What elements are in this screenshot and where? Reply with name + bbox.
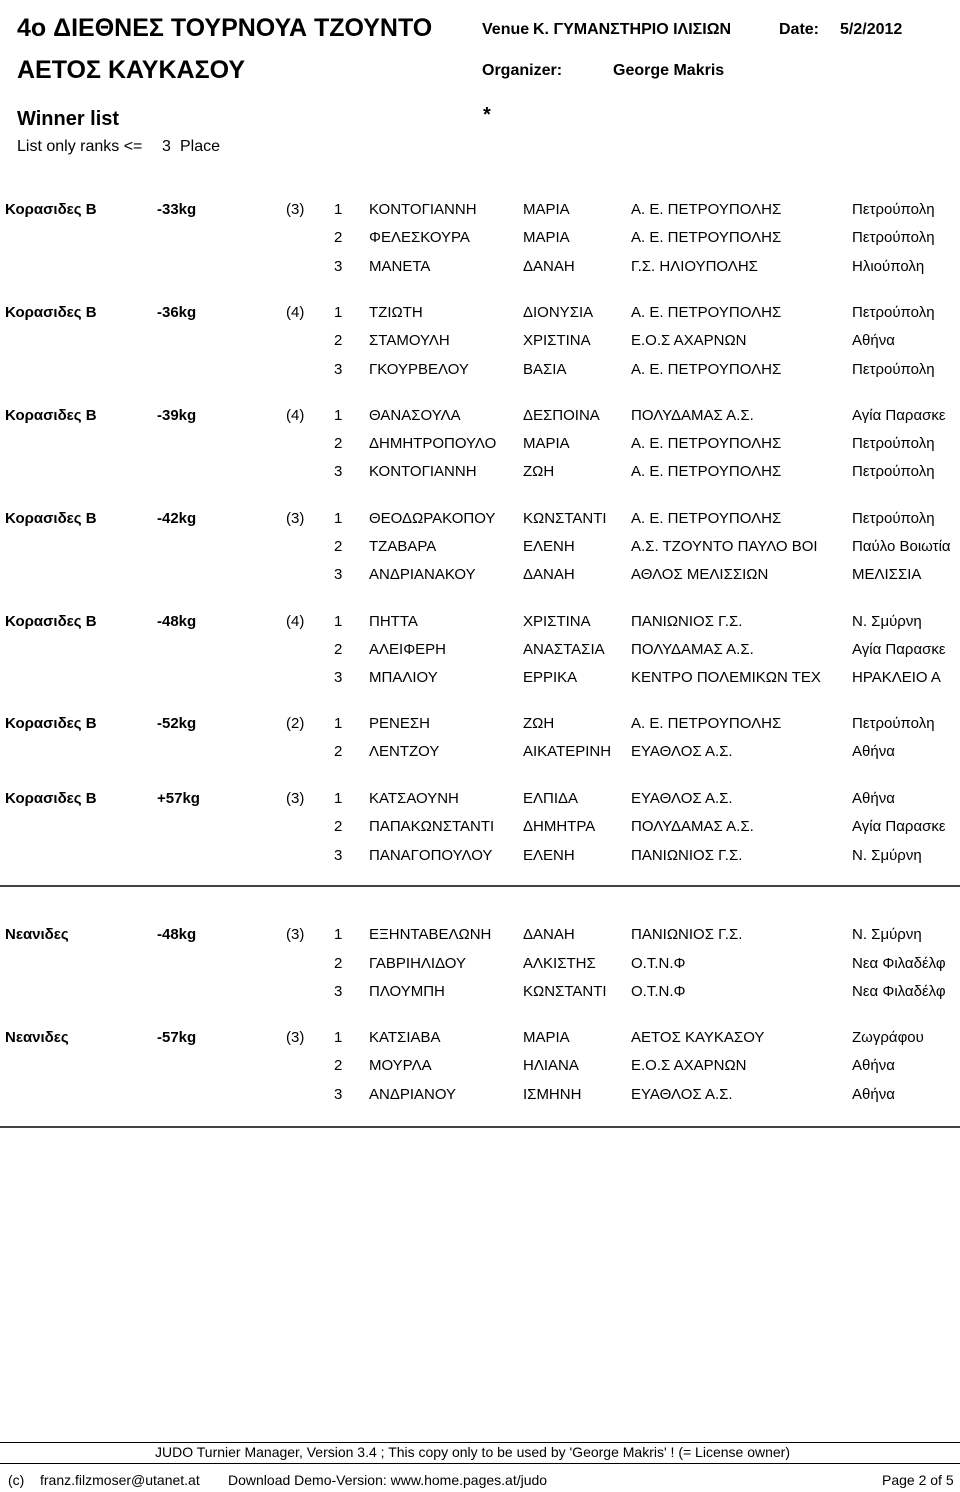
club-cell: Α. Ε. ΠΕΤΡΟΥΠΟΛΗΣ — [631, 361, 782, 378]
club-cell: Ε.Ο.Σ ΑΧΑΡΝΩΝ — [631, 1057, 747, 1074]
rank-cell: 2 — [334, 229, 343, 246]
organizer-value: George Makris — [613, 62, 725, 79]
table-row — [0, 463, 960, 491]
city-cell: Παύλο Βοιωτία — [852, 538, 951, 555]
page-number: Page 2 of 5 — [882, 1472, 954, 1488]
first-name-cell: ΕΛΕΝΗ — [523, 847, 575, 864]
city-cell: Πετρούπολη — [852, 435, 935, 452]
rank-cell: 1 — [334, 304, 343, 321]
category-cell: Κορασιδες Β — [5, 201, 97, 218]
club-cell: Α. Ε. ΠΕΤΡΟΥΠΟΛΗΣ — [631, 510, 782, 527]
club-cell: Ε.Ο.Σ ΑΧΑΡΝΩΝ — [631, 332, 747, 349]
city-cell: Αθήνα — [852, 743, 895, 760]
club-cell: ΠΟΛΥΔΑΜΑΣ Α.Σ. — [631, 641, 754, 658]
participant-count-cell: (3) — [286, 926, 305, 943]
first-name-cell: ΖΩΗ — [523, 463, 555, 480]
first-name-cell: ΔΑΝΑΗ — [523, 926, 575, 943]
category-cell: Κορασιδες Β — [5, 407, 97, 424]
last-name-cell: ΑΝΔΡΙΑΝΑΚΟΥ — [369, 566, 476, 583]
copyright-mark: (c) — [8, 1472, 25, 1488]
rank-cell: 3 — [334, 361, 343, 378]
rank-cell: 3 — [334, 566, 343, 583]
city-cell: ΜΕΛΙΣΣΙΑ — [852, 566, 922, 583]
first-name-cell: ΚΩΝΣΤΑΝΤΙ — [523, 983, 607, 1000]
rank-cell: 1 — [334, 926, 343, 943]
table-row — [0, 847, 960, 875]
last-name-cell: ΡΕΝΕΣΗ — [369, 715, 430, 732]
table-row — [0, 743, 960, 771]
rank-cell: 1 — [334, 201, 343, 218]
club-cell: ΠΟΛΥΔΑΜΑΣ Α.Σ. — [631, 407, 754, 424]
download-link[interactable]: Download Demo-Version: www.home.pages.at/judo — [228, 1472, 548, 1488]
club-cell: Ο.Τ.Ν.Φ — [631, 983, 686, 1000]
author-email: franz.filzmoser@utanet.at — [40, 1472, 200, 1488]
first-name-cell: ΗΛΙΑΝΑ — [523, 1057, 579, 1074]
first-name-cell: ΧΡΙΣΤΙΝΑ — [523, 332, 591, 349]
weight-cell: -36kg — [157, 304, 197, 321]
first-name-cell: ΑΛΚΙΣΤΗΣ — [523, 955, 596, 972]
first-name-cell: ΒΑΣΙΑ — [523, 361, 567, 378]
city-cell: Αθήνα — [852, 1086, 895, 1103]
table-row — [0, 926, 960, 954]
club-cell: Α. Ε. ΠΕΤΡΟΥΠΟΛΗΣ — [631, 304, 782, 321]
participant-count-cell: (4) — [286, 304, 305, 321]
city-cell: Ν. Σμύρνη — [852, 847, 922, 864]
city-cell: Νεα Φιλαδέλφ — [852, 955, 946, 972]
rank-cell: 3 — [334, 847, 343, 864]
participant-count-cell: (3) — [286, 790, 305, 807]
first-name-cell: ΖΩΗ — [523, 715, 555, 732]
category-cell: Κορασιδες Β — [5, 304, 97, 321]
last-name-cell: ΚΑΤΣΑΟΥΝΗ — [369, 790, 459, 807]
rank-cell: 2 — [334, 1057, 343, 1074]
participant-count-cell: (3) — [286, 1029, 305, 1046]
club-cell: ΠΑΝΙΩΝΙΟΣ Γ.Σ. — [631, 926, 743, 943]
first-name-cell: ΜΑΡΙΑ — [523, 435, 570, 452]
city-cell: Αθήνα — [852, 1057, 895, 1074]
city-cell: Αθήνα — [852, 790, 895, 807]
rank-cell: 1 — [334, 613, 343, 630]
city-cell: Πετρούπολη — [852, 229, 935, 246]
rank-cell: 2 — [334, 818, 343, 835]
table-row — [0, 229, 960, 257]
club-cell: Γ.Σ. ΗΛΙΟΥΠΟΛΗΣ — [631, 258, 758, 275]
footer-rule — [0, 1463, 960, 1464]
city-cell: Αθήνα — [852, 332, 895, 349]
section-divider — [0, 1126, 960, 1128]
club-cell: ΕΥΑΘΛΟΣ Α.Σ. — [631, 1086, 733, 1103]
category-cell: Νεανιδες — [5, 926, 69, 943]
first-name-cell: ΜΑΡΙΑ — [523, 201, 570, 218]
club-cell: ΠΟΛΥΔΑΜΑΣ Α.Σ. — [631, 818, 754, 835]
city-cell: Ηλιούπολη — [852, 258, 925, 275]
city-cell: ΗΡΑΚΛΕΙΟ Α — [852, 669, 941, 686]
club-cell: ΑΕΤΟΣ ΚΑΥΚΑΣΟΥ — [631, 1029, 765, 1046]
club-cell: ΕΥΑΘΛΟΣ Α.Σ. — [631, 743, 733, 760]
rank-cell: 3 — [334, 669, 343, 686]
rank-cell: 3 — [334, 1086, 343, 1103]
last-name-cell: ΚΑΤΣΙΑΒΑ — [369, 1029, 441, 1046]
last-name-cell: ΘΑΝΑΣΟΥΛΑ — [369, 407, 461, 424]
table-row — [0, 955, 960, 983]
club-cell: ΠΑΝΙΩΝΙΟΣ Γ.Σ. — [631, 847, 743, 864]
rank-cell: 3 — [334, 463, 343, 480]
club-cell: ΚΕΝΤΡΟ ΠΟΛΕΜΙΚΩΝ ΤΕΧ — [631, 669, 821, 686]
last-name-cell: ΔΗΜΗΤΡΟΠΟΥΛΟ — [369, 435, 497, 452]
rank-cell: 1 — [334, 715, 343, 732]
club-cell: ΑΘΛΟΣ ΜΕΛΙΣΣΙΩΝ — [631, 566, 769, 583]
table-row — [0, 818, 960, 846]
first-name-cell: ΑΙΚΑΤΕΡΙΝΗ — [523, 743, 612, 760]
table-row — [0, 983, 960, 1011]
first-name-cell: ΕΛΕΝΗ — [523, 538, 575, 555]
last-name-cell: ΓΑΒΡΙΗΛΙΔΟΥ — [369, 955, 466, 972]
category-cell: Κορασιδες Β — [5, 715, 97, 732]
table-row — [0, 304, 960, 332]
city-cell: Πετρούπολη — [852, 201, 935, 218]
city-cell: Ν. Σμύρνη — [852, 926, 922, 943]
participant-count-cell: (2) — [286, 715, 305, 732]
first-name-cell: ΔΑΝΑΗ — [523, 258, 575, 275]
license-line: JUDO Turnier Manager, Version 3.4 ; This copy only to be used by 'George Makris' ! (= License owner) — [155, 1444, 790, 1460]
last-name-cell: ΠΑΝΑΓΟΠΟΥΛΟΥ — [369, 847, 493, 864]
participant-count-cell: (4) — [286, 407, 305, 424]
table-row — [0, 641, 960, 669]
rank-cell: 2 — [334, 641, 343, 658]
last-name-cell: ΠΑΠΑΚΩΝΣΤΑΝΤΙ — [369, 818, 495, 835]
last-name-cell: ΜΟΥΡΛΑ — [369, 1057, 432, 1074]
ranks-value: 3 — [162, 138, 171, 155]
club-cell: Α. Ε. ΠΕΤΡΟΥΠΟΛΗΣ — [631, 201, 782, 218]
category-cell: Κορασιδες Β — [5, 790, 97, 807]
first-name-cell: ΚΩΝΣΤΑΝΤΙ — [523, 510, 607, 527]
first-name-cell: ΔΕΣΠΟΙΝΑ — [523, 407, 600, 424]
rank-cell: 1 — [334, 407, 343, 424]
weight-cell: -33kg — [157, 201, 197, 218]
weight-cell: +57kg — [157, 790, 200, 807]
rank-cell: 1 — [334, 1029, 343, 1046]
participant-count-cell: (3) — [286, 201, 305, 218]
first-name-cell: ΜΑΡΙΑ — [523, 229, 570, 246]
city-cell: Ν. Σμύρνη — [852, 613, 922, 630]
category-cell: Νεανιδες — [5, 1029, 69, 1046]
city-cell: Πετρούπολη — [852, 463, 935, 480]
table-row — [0, 790, 960, 818]
tournament-title-line1: 4o ΔΙΕΘΝΕΣ ΤΟΥΡΝΟΥΑ ΤΖΟΥΝΤΟ — [17, 14, 433, 42]
last-name-cell: ΤΖΑΒΑΡΑ — [369, 538, 437, 555]
table-row — [0, 332, 960, 360]
city-cell: Νεα Φιλαδέλφ — [852, 983, 946, 1000]
rank-cell: 2 — [334, 538, 343, 555]
date-value: 5/2/2012 — [840, 21, 903, 38]
table-row — [0, 201, 960, 229]
last-name-cell: ΚΟΝΤΟΓΙΑΝΝΗ — [369, 201, 477, 218]
table-row — [0, 566, 960, 594]
category-cell: Κορασιδες Β — [5, 510, 97, 527]
last-name-cell: ΑΛΕΙΦΕΡΗ — [369, 641, 447, 658]
city-cell: Ζωγράφου — [852, 1029, 924, 1046]
section-divider — [0, 885, 960, 887]
club-cell: ΠΑΝΙΩΝΙΟΣ Γ.Σ. — [631, 613, 743, 630]
table-row — [0, 1086, 960, 1114]
last-name-cell: ΣΤΑΜΟΥΛΗ — [369, 332, 450, 349]
weight-cell: -57kg — [157, 1029, 197, 1046]
first-name-cell: ΑΝΑΣΤΑΣΙΑ — [523, 641, 605, 658]
rank-cell: 2 — [334, 332, 343, 349]
table-row — [0, 613, 960, 641]
first-name-cell: ΕΡΡΙΚΑ — [523, 669, 578, 686]
first-name-cell: ΜΑΡΙΑ — [523, 1029, 570, 1046]
asterisk-mark: * — [483, 104, 491, 126]
club-cell: Ο.Τ.Ν.Φ — [631, 955, 686, 972]
last-name-cell: ΑΝΔΡΙΑΝΟΥ — [369, 1086, 457, 1103]
rank-cell: 2 — [334, 955, 343, 972]
last-name-cell: ΚΟΝΤΟΓΙΑΝΝΗ — [369, 463, 477, 480]
club-cell: Α.Σ. ΤΖΟΥΝΤΟ ΠΑΥΛΟ ΒΟΙ — [631, 538, 818, 555]
last-name-cell: ΦΕΛΕΣΚΟΥΡΑ — [369, 229, 470, 246]
club-cell: Α. Ε. ΠΕΤΡΟΥΠΟΛΗΣ — [631, 435, 782, 452]
table-row — [0, 361, 960, 389]
ranks-label: List only ranks <= — [17, 138, 143, 155]
table-row — [0, 258, 960, 286]
participant-count-cell: (3) — [286, 510, 305, 527]
first-name-cell: ΔΗΜΗΤΡΑ — [523, 818, 596, 835]
last-name-cell: ΛΕΝΤΖΟΥ — [369, 743, 440, 760]
city-cell: Αγία Παρασκε — [852, 407, 946, 424]
club-cell: Α. Ε. ΠΕΤΡΟΥΠΟΛΗΣ — [631, 229, 782, 246]
last-name-cell: ΕΞΗΝΤΑΒΕΛΩΝΗ — [369, 926, 492, 943]
first-name-cell: ΕΛΠΙΔΑ — [523, 790, 579, 807]
table-row — [0, 435, 960, 463]
first-name-cell: ΙΣΜΗΝΗ — [523, 1086, 582, 1103]
last-name-cell: ΜΑΝΕΤΑ — [369, 258, 431, 275]
last-name-cell: ΠΛΟΥΜΠΗ — [369, 983, 445, 1000]
city-cell: Πετρούπολη — [852, 510, 935, 527]
table-row — [0, 1057, 960, 1085]
last-name-cell: ΓΚΟΥΡΒΕΛΟΥ — [369, 361, 469, 378]
first-name-cell: ΧΡΙΣΤΙΝΑ — [523, 613, 591, 630]
last-name-cell: ΠΗΤΤΑ — [369, 613, 418, 630]
table-row — [0, 715, 960, 743]
table-row — [0, 407, 960, 435]
weight-cell: -39kg — [157, 407, 197, 424]
club-cell: Α. Ε. ΠΕΤΡΟΥΠΟΛΗΣ — [631, 463, 782, 480]
last-name-cell: ΘΕΟΔΩΡΑΚΟΠΟΥ — [369, 510, 496, 527]
city-cell: Πετρούπολη — [852, 361, 935, 378]
table-row — [0, 510, 960, 538]
rank-cell: 3 — [334, 983, 343, 1000]
table-row — [0, 538, 960, 566]
date-label: Date: — [779, 21, 820, 38]
weight-cell: -52kg — [157, 715, 197, 732]
rank-cell: 1 — [334, 510, 343, 527]
tournament-title-line2: ΑΕΤΟΣ ΚΑΥΚΑΣΟΥ — [17, 56, 245, 84]
category-cell: Κορασιδες Β — [5, 613, 97, 630]
rank-cell: 2 — [334, 743, 343, 760]
city-cell: Πετρούπολη — [852, 715, 935, 732]
rank-cell: 3 — [334, 258, 343, 275]
table-row — [0, 669, 960, 697]
footer-rule — [0, 1442, 960, 1443]
table-row — [0, 1029, 960, 1057]
last-name-cell: ΤΖΙΩΤΗ — [369, 304, 423, 321]
city-cell: Αγία Παρασκε — [852, 641, 946, 658]
weight-cell: -48kg — [157, 613, 197, 630]
venue-label: Venue — [482, 21, 530, 38]
winner-list-title: Winner list — [17, 108, 120, 130]
venue-value: Κ. ΓΥΜΑΝΣΤΗΡΙΟ ΙΛΙΣΙΩΝ — [533, 21, 732, 38]
club-cell: Α. Ε. ΠΕΤΡΟΥΠΟΛΗΣ — [631, 715, 782, 732]
organizer-label: Organizer: — [482, 62, 563, 79]
first-name-cell: ΔΑΝΑΗ — [523, 566, 575, 583]
rank-cell: 2 — [334, 435, 343, 452]
rank-cell: 1 — [334, 790, 343, 807]
first-name-cell: ΔΙΟΝΥΣΙΑ — [523, 304, 594, 321]
participant-count-cell: (4) — [286, 613, 305, 630]
weight-cell: -42kg — [157, 510, 197, 527]
club-cell: ΕΥΑΘΛΟΣ Α.Σ. — [631, 790, 733, 807]
weight-cell: -48kg — [157, 926, 197, 943]
city-cell: Πετρούπολη — [852, 304, 935, 321]
last-name-cell: ΜΠΑΛΙΟΥ — [369, 669, 438, 686]
city-cell: Αγία Παρασκε — [852, 818, 946, 835]
ranks-unit: Place — [180, 138, 221, 155]
